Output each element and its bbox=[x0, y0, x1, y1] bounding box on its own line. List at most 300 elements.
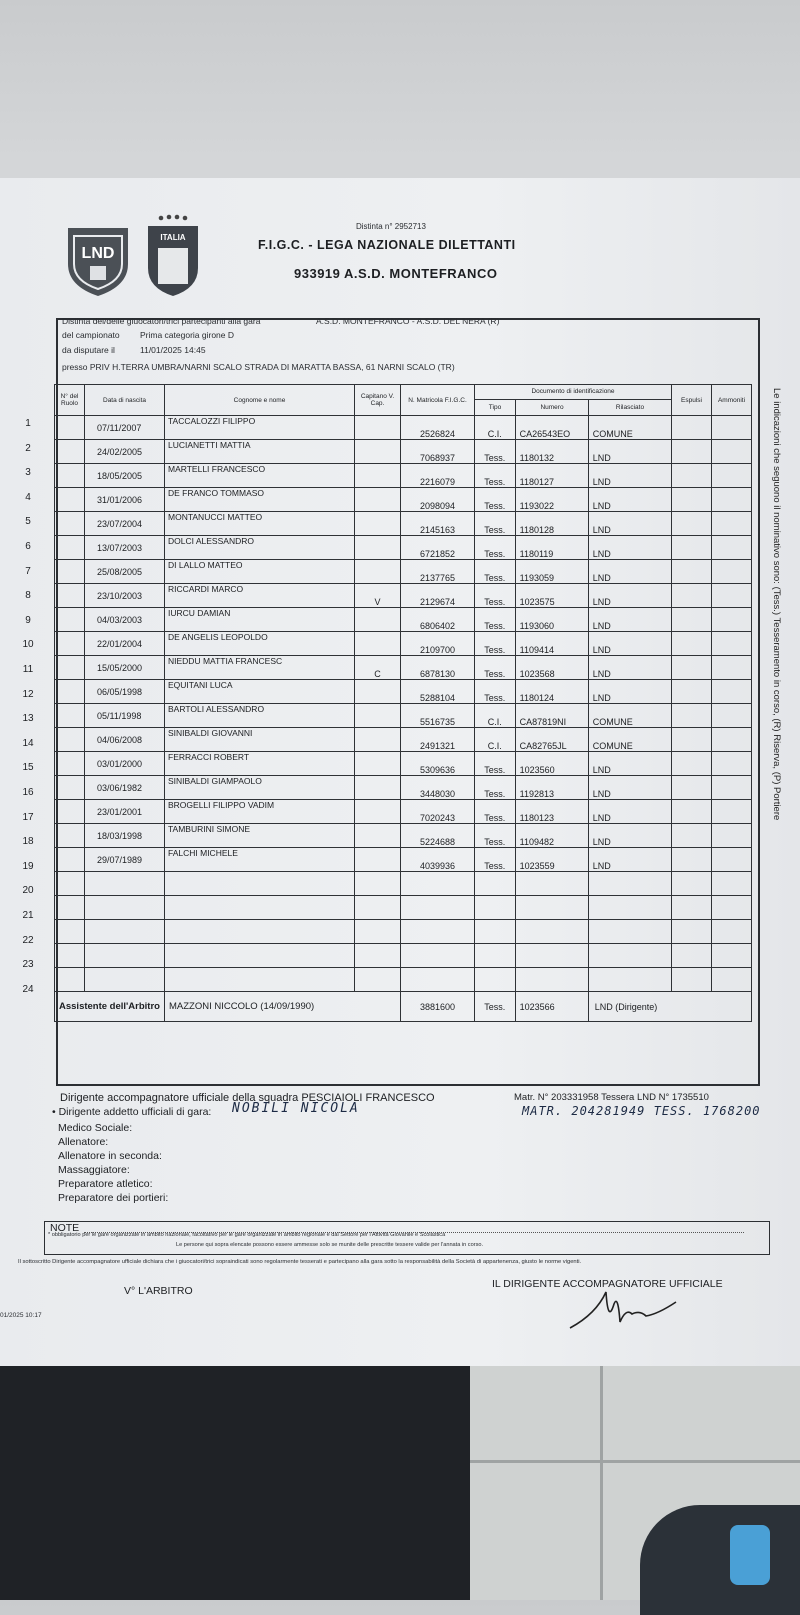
player-captain bbox=[355, 800, 401, 824]
player-birth: 29/07/1989 bbox=[85, 848, 165, 872]
player-doc-tipo: Tess. bbox=[475, 800, 516, 824]
table-row bbox=[55, 728, 752, 752]
player-espulsi bbox=[672, 536, 712, 560]
player-birth: 03/06/1982 bbox=[85, 776, 165, 800]
player-captain bbox=[355, 416, 401, 440]
player-ammoniti bbox=[712, 656, 752, 680]
player-doc-tipo: Tess. bbox=[475, 440, 516, 464]
player-birth bbox=[85, 920, 165, 944]
preparatore-portieri-label: Preparatore dei portieri: bbox=[58, 1192, 169, 1204]
col-rilasciato: Rilasciato bbox=[615, 404, 645, 411]
player-captain bbox=[355, 848, 401, 872]
row-number: 10 bbox=[22, 639, 34, 651]
campionato-value: Prima categoria girone D bbox=[140, 330, 235, 340]
assistente-ril: LND (Dirigente) bbox=[588, 992, 751, 1022]
players-table bbox=[54, 384, 752, 1022]
row-number: 24 bbox=[22, 983, 34, 995]
player-ruolo bbox=[55, 872, 85, 896]
player-captain bbox=[355, 632, 401, 656]
player-ruolo bbox=[55, 536, 85, 560]
col-ruolo: N° del Ruolo bbox=[55, 385, 85, 416]
player-matricola bbox=[401, 968, 475, 992]
table-row bbox=[55, 896, 752, 920]
col-nome: Cognome e nome bbox=[165, 385, 355, 416]
player-captain bbox=[355, 512, 401, 536]
player-birth bbox=[85, 896, 165, 920]
player-doc-tipo: C.I. bbox=[475, 704, 516, 728]
row-number: 13 bbox=[22, 713, 34, 725]
player-captain bbox=[355, 776, 401, 800]
player-matricola: 2145163 bbox=[401, 512, 475, 536]
table-row bbox=[55, 536, 752, 560]
player-espulsi bbox=[672, 608, 712, 632]
player-name bbox=[165, 872, 355, 896]
col-matricola: N. Matricola F.I.G.C. bbox=[401, 385, 475, 416]
player-doc-tipo: C.I. bbox=[475, 728, 516, 752]
player-birth bbox=[85, 872, 165, 896]
player-ammoniti bbox=[712, 512, 752, 536]
player-espulsi bbox=[672, 872, 712, 896]
table-row bbox=[55, 848, 752, 872]
player-doc-tipo: Tess. bbox=[475, 512, 516, 536]
addetto-handwritten: NOBILI NICOLA bbox=[232, 1101, 360, 1116]
player-doc-numero: 1193060 bbox=[515, 608, 588, 632]
presso-value: presso PRIV H.TERRA UMBRA/NARNI SCALO STRADA DI MARATTA BASSA, 61 NARNI SCALO (TR) bbox=[62, 362, 455, 372]
row-number: 2 bbox=[25, 442, 31, 454]
club-title: 933919 A.S.D. MONTEFRANCO bbox=[294, 266, 498, 281]
player-ruolo bbox=[55, 968, 85, 992]
col-tipo: Tipo bbox=[475, 400, 516, 415]
player-doc-numero: 1180132 bbox=[515, 440, 588, 464]
allenatore2-label: Allenatore in seconda: bbox=[58, 1150, 162, 1162]
table-row bbox=[55, 560, 752, 584]
player-doc-numero: 1180123 bbox=[515, 800, 588, 824]
player-captain: V bbox=[355, 584, 401, 608]
player-ammoniti bbox=[712, 872, 752, 896]
player-birth: 15/05/2000 bbox=[85, 656, 165, 680]
player-doc-tipo: C.I. bbox=[475, 416, 516, 440]
table-row bbox=[55, 464, 752, 488]
player-name: SINIBALDI GIAMPAOLO bbox=[165, 776, 355, 800]
col-numero: Numero bbox=[516, 400, 589, 415]
dirigente-matr: Matr. N° 203331958 Tessera LND N° 1735510 bbox=[514, 1092, 709, 1103]
player-ruolo bbox=[55, 944, 85, 968]
col-ammoniti: Ammoniti bbox=[712, 385, 752, 416]
dirigente-line: Dirigente accompagnatore ufficiale della squadra PESCIAIOLI FRANCESCO bbox=[60, 1092, 435, 1104]
assistente-matr: 3881600 bbox=[401, 992, 475, 1022]
signature bbox=[566, 1284, 686, 1334]
player-doc-tipo: Tess. bbox=[475, 464, 516, 488]
italia-logo-text: ITALIA bbox=[160, 233, 186, 242]
player-doc-rilasciato bbox=[588, 944, 671, 968]
player-ammoniti bbox=[712, 608, 752, 632]
player-birth: 04/06/2008 bbox=[85, 728, 165, 752]
player-doc-tipo: Tess. bbox=[475, 488, 516, 512]
player-doc-rilasciato bbox=[588, 872, 671, 896]
player-ammoniti bbox=[712, 968, 752, 992]
player-doc-tipo: Tess. bbox=[475, 632, 516, 656]
col-capitano: Capitano V. Cap. bbox=[355, 385, 401, 416]
player-ruolo bbox=[55, 920, 85, 944]
player-matricola: 7020243 bbox=[401, 800, 475, 824]
player-matricola: 5516735 bbox=[401, 704, 475, 728]
player-doc-numero bbox=[515, 968, 588, 992]
player-name: LUCIANETTI MATTIA bbox=[165, 440, 355, 464]
player-captain bbox=[355, 464, 401, 488]
player-espulsi bbox=[672, 848, 712, 872]
player-doc-rilasciato: LND bbox=[588, 776, 671, 800]
player-birth: 18/03/1998 bbox=[85, 824, 165, 848]
player-name: MONTANUCCI MATTEO bbox=[165, 512, 355, 536]
player-doc-tipo: Tess. bbox=[475, 536, 516, 560]
player-captain bbox=[355, 752, 401, 776]
player-doc-rilasciato bbox=[588, 896, 671, 920]
player-doc-tipo: Tess. bbox=[475, 608, 516, 632]
col-documento-label: Documento di identificazione bbox=[475, 385, 671, 400]
row-number: 20 bbox=[22, 885, 34, 897]
table-row bbox=[55, 776, 752, 800]
col-documento bbox=[475, 385, 672, 416]
player-birth: 04/03/2003 bbox=[85, 608, 165, 632]
player-name: BROGELLI FILIPPO VADIM bbox=[165, 800, 355, 824]
lnd-logo-text: LND bbox=[81, 245, 115, 262]
player-doc-tipo bbox=[475, 872, 516, 896]
player-matricola: 7068937 bbox=[401, 440, 475, 464]
player-doc-rilasciato: LND bbox=[588, 608, 671, 632]
table-row bbox=[55, 704, 752, 728]
player-name: EQUITANI LUCA bbox=[165, 680, 355, 704]
player-espulsi bbox=[672, 440, 712, 464]
tile-grout-h bbox=[470, 1460, 800, 1463]
row-number: 22 bbox=[22, 934, 34, 946]
massaggiatore-label: Massaggiatore: bbox=[58, 1164, 130, 1176]
shoe bbox=[640, 1505, 800, 1615]
player-doc-tipo: Tess. bbox=[475, 848, 516, 872]
allenatore-label: Allenatore: bbox=[58, 1136, 109, 1148]
player-espulsi bbox=[672, 464, 712, 488]
player-ammoniti bbox=[712, 488, 752, 512]
lnd-logo bbox=[62, 224, 134, 298]
player-matricola: 2098094 bbox=[401, 488, 475, 512]
player-matricola: 6878130 bbox=[401, 656, 475, 680]
table-row bbox=[55, 800, 752, 824]
row-number: 23 bbox=[22, 959, 34, 971]
player-doc-numero: CA26543EO bbox=[515, 416, 588, 440]
player-ammoniti bbox=[712, 632, 752, 656]
row-number: 17 bbox=[22, 811, 34, 823]
gara-label: Distinta dei/delle giuocatori/trici partecipanti alla gara bbox=[62, 316, 261, 326]
medico-label: Medico Sociale: bbox=[58, 1122, 133, 1134]
player-ruolo bbox=[55, 608, 85, 632]
shoe-stripe bbox=[730, 1525, 770, 1585]
player-ruolo bbox=[55, 656, 85, 680]
row-number: 5 bbox=[25, 516, 31, 528]
player-birth: 31/01/2006 bbox=[85, 488, 165, 512]
gara-value: A.S.D. MONTEFRANCO - A.S.D. DEL NERA (R) bbox=[316, 316, 500, 326]
player-ruolo bbox=[55, 896, 85, 920]
player-name: TACCALOZZI FILIPPO bbox=[165, 416, 355, 440]
player-captain bbox=[355, 536, 401, 560]
player-matricola: 5224688 bbox=[401, 824, 475, 848]
player-doc-rilasciato: LND bbox=[588, 848, 671, 872]
player-ruolo bbox=[55, 704, 85, 728]
player-captain bbox=[355, 872, 401, 896]
player-birth: 05/11/1998 bbox=[85, 704, 165, 728]
player-espulsi bbox=[672, 968, 712, 992]
player-espulsi bbox=[672, 896, 712, 920]
player-name: DE FRANCO TOMMASO bbox=[165, 488, 355, 512]
player-birth: 22/01/2004 bbox=[85, 632, 165, 656]
player-espulsi bbox=[672, 416, 712, 440]
player-espulsi bbox=[672, 680, 712, 704]
player-doc-numero bbox=[515, 872, 588, 896]
player-matricola: 3448030 bbox=[401, 776, 475, 800]
table-row bbox=[55, 632, 752, 656]
player-espulsi bbox=[672, 728, 712, 752]
player-espulsi bbox=[672, 632, 712, 656]
table-row bbox=[55, 920, 752, 944]
player-doc-numero bbox=[515, 896, 588, 920]
player-doc-rilasciato: LND bbox=[588, 464, 671, 488]
player-birth: 18/05/2005 bbox=[85, 464, 165, 488]
player-matricola: 2129674 bbox=[401, 584, 475, 608]
row-number: 12 bbox=[22, 688, 34, 700]
player-captain bbox=[355, 680, 401, 704]
player-ruolo bbox=[55, 728, 85, 752]
table-row bbox=[55, 488, 752, 512]
player-captain bbox=[355, 944, 401, 968]
table-row bbox=[55, 440, 752, 464]
player-matricola bbox=[401, 944, 475, 968]
player-doc-rilasciato: LND bbox=[588, 800, 671, 824]
player-doc-numero: 1023560 bbox=[515, 752, 588, 776]
player-birth: 07/11/2007 bbox=[85, 416, 165, 440]
player-captain bbox=[355, 920, 401, 944]
player-doc-numero: 1180119 bbox=[515, 536, 588, 560]
table-row bbox=[55, 872, 752, 896]
row-number: 14 bbox=[22, 737, 34, 749]
player-ammoniti bbox=[712, 560, 752, 584]
player-birth: 06/05/1998 bbox=[85, 680, 165, 704]
player-ruolo bbox=[55, 848, 85, 872]
tile-grout bbox=[600, 1366, 603, 1600]
player-doc-rilasciato: LND bbox=[588, 560, 671, 584]
player-espulsi bbox=[672, 584, 712, 608]
player-ammoniti bbox=[712, 464, 752, 488]
side-note: Le indicazioni che seguono il nominativo sono: (Tess.) Tesseramento in corso, (R) Riserva, (P) Portiere bbox=[771, 388, 782, 821]
player-doc-rilasciato: LND bbox=[588, 632, 671, 656]
player-doc-tipo bbox=[475, 920, 516, 944]
player-birth bbox=[85, 944, 165, 968]
row-number: 18 bbox=[22, 836, 34, 848]
player-captain bbox=[355, 968, 401, 992]
assistente-name: MAZZONI NICCOLO (14/09/1990) bbox=[165, 992, 401, 1022]
player-doc-numero: CA87819NI bbox=[515, 704, 588, 728]
player-doc-rilasciato: COMUNE bbox=[588, 728, 671, 752]
assistente-numero: 1023566 bbox=[515, 992, 588, 1022]
player-ammoniti bbox=[712, 800, 752, 824]
row-number: 1 bbox=[25, 418, 31, 429]
player-ammoniti bbox=[712, 920, 752, 944]
player-name: NIEDDU MATTIA FRANCESC bbox=[165, 656, 355, 680]
print-timestamp: 01/2025 10:17 bbox=[0, 1312, 42, 1319]
player-doc-tipo bbox=[475, 944, 516, 968]
player-doc-numero: 1109482 bbox=[515, 824, 588, 848]
player-birth: 23/01/2001 bbox=[85, 800, 165, 824]
player-birth: 24/02/2005 bbox=[85, 440, 165, 464]
player-espulsi bbox=[672, 488, 712, 512]
player-doc-numero: 1192813 bbox=[515, 776, 588, 800]
player-matricola: 4039936 bbox=[401, 848, 475, 872]
player-matricola: 2137765 bbox=[401, 560, 475, 584]
preparatore-label: Preparatore atletico: bbox=[58, 1178, 153, 1190]
arbitro-label: V° L'ARBITRO bbox=[124, 1285, 193, 1297]
col-nascita: Data di nascita bbox=[85, 385, 165, 416]
player-name bbox=[165, 968, 355, 992]
player-name: MARTELLI FRANCESCO bbox=[165, 464, 355, 488]
player-doc-rilasciato: LND bbox=[588, 512, 671, 536]
addetto-matr-handwritten: MATR. 204281949 TESS. 1768200 bbox=[522, 1104, 761, 1118]
player-doc-rilasciato: LND bbox=[588, 488, 671, 512]
assistente-tipo: Tess. bbox=[475, 992, 516, 1022]
player-doc-rilasciato bbox=[588, 968, 671, 992]
player-doc-tipo: Tess. bbox=[475, 680, 516, 704]
player-doc-rilasciato: LND bbox=[588, 584, 671, 608]
player-doc-tipo bbox=[475, 896, 516, 920]
player-ammoniti bbox=[712, 944, 752, 968]
player-matricola bbox=[401, 920, 475, 944]
player-birth: 25/08/2005 bbox=[85, 560, 165, 584]
player-name: RICCARDI MARCO bbox=[165, 584, 355, 608]
player-name: TAMBURINI SIMONE bbox=[165, 824, 355, 848]
player-espulsi bbox=[672, 704, 712, 728]
player-ruolo bbox=[55, 416, 85, 440]
assistente-row bbox=[55, 992, 752, 1022]
player-doc-numero: CA82765JL bbox=[515, 728, 588, 752]
italia-logo bbox=[144, 212, 202, 298]
player-birth: 23/07/2004 bbox=[85, 512, 165, 536]
table-row bbox=[55, 824, 752, 848]
table-row bbox=[55, 416, 752, 440]
table-row bbox=[55, 608, 752, 632]
player-ammoniti bbox=[712, 416, 752, 440]
player-matricola: 2491321 bbox=[401, 728, 475, 752]
player-birth: 03/01/2000 bbox=[85, 752, 165, 776]
player-espulsi bbox=[672, 752, 712, 776]
table-row bbox=[55, 656, 752, 680]
table-row bbox=[55, 944, 752, 968]
player-doc-numero: 1193059 bbox=[515, 560, 588, 584]
assistente-label: Assistente dell'Arbitro bbox=[55, 992, 165, 1022]
row-number: 16 bbox=[22, 787, 34, 798]
player-birth: 23/10/2003 bbox=[85, 584, 165, 608]
player-ruolo bbox=[55, 824, 85, 848]
player-doc-rilasciato bbox=[588, 920, 671, 944]
player-ruolo bbox=[55, 752, 85, 776]
player-name: FERRACCI ROBERT bbox=[165, 752, 355, 776]
player-doc-rilasciato: LND bbox=[588, 824, 671, 848]
player-espulsi bbox=[672, 920, 712, 944]
player-ammoniti bbox=[712, 752, 752, 776]
player-espulsi bbox=[672, 656, 712, 680]
org-title: F.I.G.C. - LEGA NAZIONALE DILETTANTI bbox=[258, 238, 516, 252]
player-name bbox=[165, 896, 355, 920]
player-doc-tipo bbox=[475, 968, 516, 992]
player-name bbox=[165, 920, 355, 944]
player-doc-rilasciato: LND bbox=[588, 680, 671, 704]
player-doc-tipo: Tess. bbox=[475, 560, 516, 584]
player-ruolo bbox=[55, 488, 85, 512]
player-espulsi bbox=[672, 776, 712, 800]
player-doc-numero: 1023568 bbox=[515, 656, 588, 680]
player-matricola: 2526824 bbox=[401, 416, 475, 440]
player-doc-numero: 1023559 bbox=[515, 848, 588, 872]
dirigente-firma-label: IL DIRIGENTE ACCOMPAGNATORE UFFICIALE bbox=[492, 1278, 723, 1290]
player-espulsi bbox=[672, 944, 712, 968]
addetto-label: • Dirigente addetto ufficiali di gara: bbox=[52, 1106, 212, 1118]
persone-text: Le persone qui sopra elencate possono essere ammesse solo se munite delle prescritte tessere valide per l'annata in corso. bbox=[176, 1242, 484, 1248]
player-ammoniti bbox=[712, 440, 752, 464]
row-number: 9 bbox=[25, 614, 31, 626]
table-row bbox=[55, 968, 752, 992]
player-captain bbox=[355, 896, 401, 920]
table-header bbox=[55, 385, 752, 416]
player-doc-numero: 1180127 bbox=[515, 464, 588, 488]
player-captain bbox=[355, 608, 401, 632]
player-doc-rilasciato: LND bbox=[588, 752, 671, 776]
player-name: BARTOLI ALESSANDRO bbox=[165, 704, 355, 728]
player-matricola: 2109700 bbox=[401, 632, 475, 656]
player-name: DE ANGELIS LEOPOLDO bbox=[165, 632, 355, 656]
table-row bbox=[55, 752, 752, 776]
player-matricola: 2216079 bbox=[401, 464, 475, 488]
player-matricola: 5288104 bbox=[401, 680, 475, 704]
player-ammoniti bbox=[712, 680, 752, 704]
player-captain bbox=[355, 488, 401, 512]
player-matricola: 6806402 bbox=[401, 608, 475, 632]
player-matricola bbox=[401, 872, 475, 896]
player-ruolo bbox=[55, 584, 85, 608]
obbligatorio-text: * obbligatorio per le gare organizzate in ambito nazionale, facoltativo per le gare organizzate in ambito regionale e dal Settore per l'Attività Giovanile e Scolastica bbox=[48, 1232, 446, 1238]
player-ammoniti bbox=[712, 728, 752, 752]
row-number: 19 bbox=[22, 860, 34, 872]
player-name bbox=[165, 944, 355, 968]
campionato-label: del campionato bbox=[62, 330, 120, 340]
player-doc-tipo: Tess. bbox=[475, 752, 516, 776]
row-number: 15 bbox=[22, 762, 34, 774]
row-number: 21 bbox=[22, 910, 34, 921]
player-doc-rilasciato: COMUNE bbox=[588, 704, 671, 728]
distinta-number: Distinta n° 2952713 bbox=[356, 222, 426, 231]
player-doc-numero: 1023575 bbox=[515, 584, 588, 608]
notes-box bbox=[44, 1221, 770, 1255]
table-row bbox=[55, 584, 752, 608]
player-doc-tipo: Tess. bbox=[475, 656, 516, 680]
player-ruolo bbox=[55, 464, 85, 488]
row-number: 6 bbox=[25, 541, 31, 552]
note-label: NOTE bbox=[50, 1222, 80, 1234]
dichiarazione-text: Il sottoscritto Dirigente accompagnatore ufficiale dichiara che i giuocatori/trici sopraindicati sono regolarmente tesserati e partecipano alla gara sotto la responsabilità della Società di appartenenza, giusto le norme vigenti. bbox=[18, 1259, 582, 1265]
player-name: DOLCI ALESSANDRO bbox=[165, 536, 355, 560]
player-name: SINIBALDI GIOVANNI bbox=[165, 728, 355, 752]
player-ruolo bbox=[55, 776, 85, 800]
player-captain bbox=[355, 824, 401, 848]
player-ammoniti bbox=[712, 776, 752, 800]
player-doc-rilasciato: LND bbox=[588, 536, 671, 560]
player-doc-numero: 1193022 bbox=[515, 488, 588, 512]
row-number: 7 bbox=[25, 565, 31, 577]
table-row bbox=[55, 512, 752, 536]
